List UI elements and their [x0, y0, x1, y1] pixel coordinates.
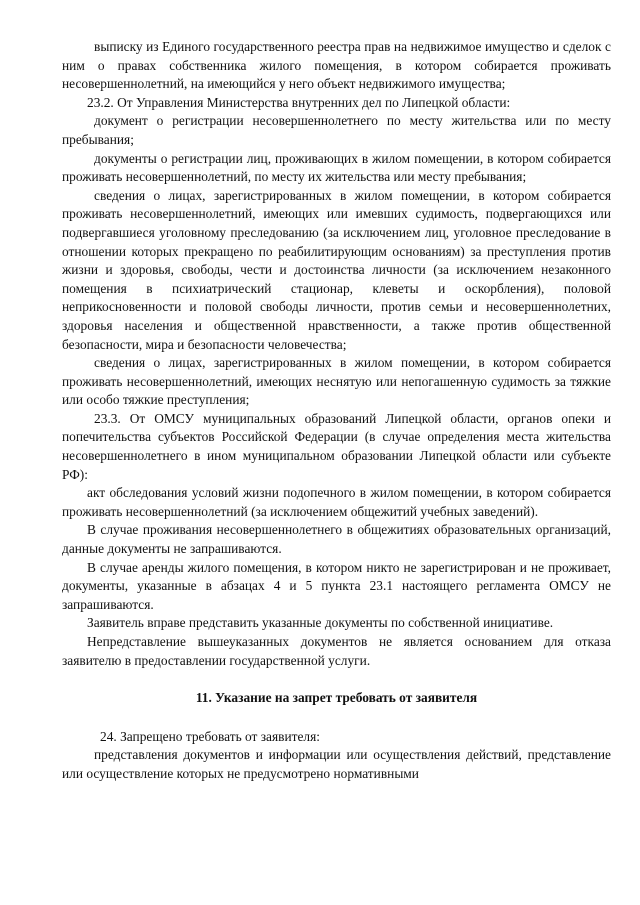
paragraph-registration-document: документ о регистрации несовершеннолетнего по месту жительства или по месту пребывания; [62, 113, 611, 147]
paragraph-rental: В случае аренды жилого помещения, в котором никто не зарегистрирован и не проживает, документы, указанные в абзацах 4 и 5 пункта 23.1 настоящего регламента ОМСУ не запрашиваются. [62, 559, 611, 612]
document-page [62, 38, 611, 784]
paragraph-registration-persons: документы о регистрации лиц, проживающих в жилом помещении, в котором собирается проживать несовершеннолетний, по месту их жительства или месту пребывания; [62, 150, 611, 185]
paragraph-prohibited-requirements: представления документов и информации или осуществления действий, представление или осуществление которых не предусмотрено нормативными [62, 747, 611, 781]
paragraph-grave-convictions-info: сведения о лицах, зарегистрированных в жилом помещении, в котором собирается проживать несовершеннолетний, имеющих неснятую или непогашенную судимость за тяжкие или особо тяжкие преступления; [62, 355, 611, 408]
paragraph-24: 24. Запрещено требовать от заявителя: [100, 728, 320, 744]
paragraph-extract-registry: выписку из Единого государственного реестра прав на недвижимое имущество и сделок с ним о правах собственника жилого помещения, в котором собирается проживать несовершеннолетний, на имеющийся у него объект недвижимого имущества; [62, 39, 611, 92]
paragraph-23-3: 23.3. От ОМСУ муниципальных образований Липецкой области, органов опеки и попечительства субъектов Российской Федерации (в случае определения места жительства несовершеннолетнего в ином муниципальном образовании Липецкой области или субъекте РФ): [62, 410, 611, 482]
paragraph-criminal-record-info: сведения о лицах, зарегистрированных в жилом помещении, в котором собирается проживать несовершеннолетний, имеющих или имевших судимость, подвергающихся или подвергавшиеся уголовному преследованию (за исключением лиц, уголовное преследование в отношении которых прекращено по реабилитирующим основаниям) за преступления против жизни и здоровья, свободы, чести и достоинства личности (за исключением незаконного помещения в психиатрический стационар, клеветы и оскорбления), половой неприкосновенности и половой свободы личности, против семьи и несовершеннолетних, здоровья населения и общественной нравственности, а также против общественной безопасности, мира и безопасности человечества; [62, 187, 611, 352]
paragraph-dormitories: В случае проживания несовершеннолетнего в общежитиях образовательных организаций, данные документы не запрашиваются. [62, 522, 611, 557]
paragraph-inspection-act: акт обследования условий жизни подопечного в жилом помещении, в котором собирается проживать несовершеннолетний (за исключением общежитий учебных заведений). [62, 485, 611, 519]
section-heading-11: 11. Указание на запрет требовать от заявителя [195, 690, 478, 706]
paragraph-non-submission: Непредставление вышеуказанных документов не является основанием для отказа заявителю в предоставлении государственной услуги. [62, 634, 611, 668]
paragraph-own-initiative: Заявитель вправе представить указанные документы по собственной инициативе. [87, 615, 554, 631]
paragraph-23-2: 23.2. От Управления Министерства внутренних дел по Липецкой области: [87, 94, 511, 110]
